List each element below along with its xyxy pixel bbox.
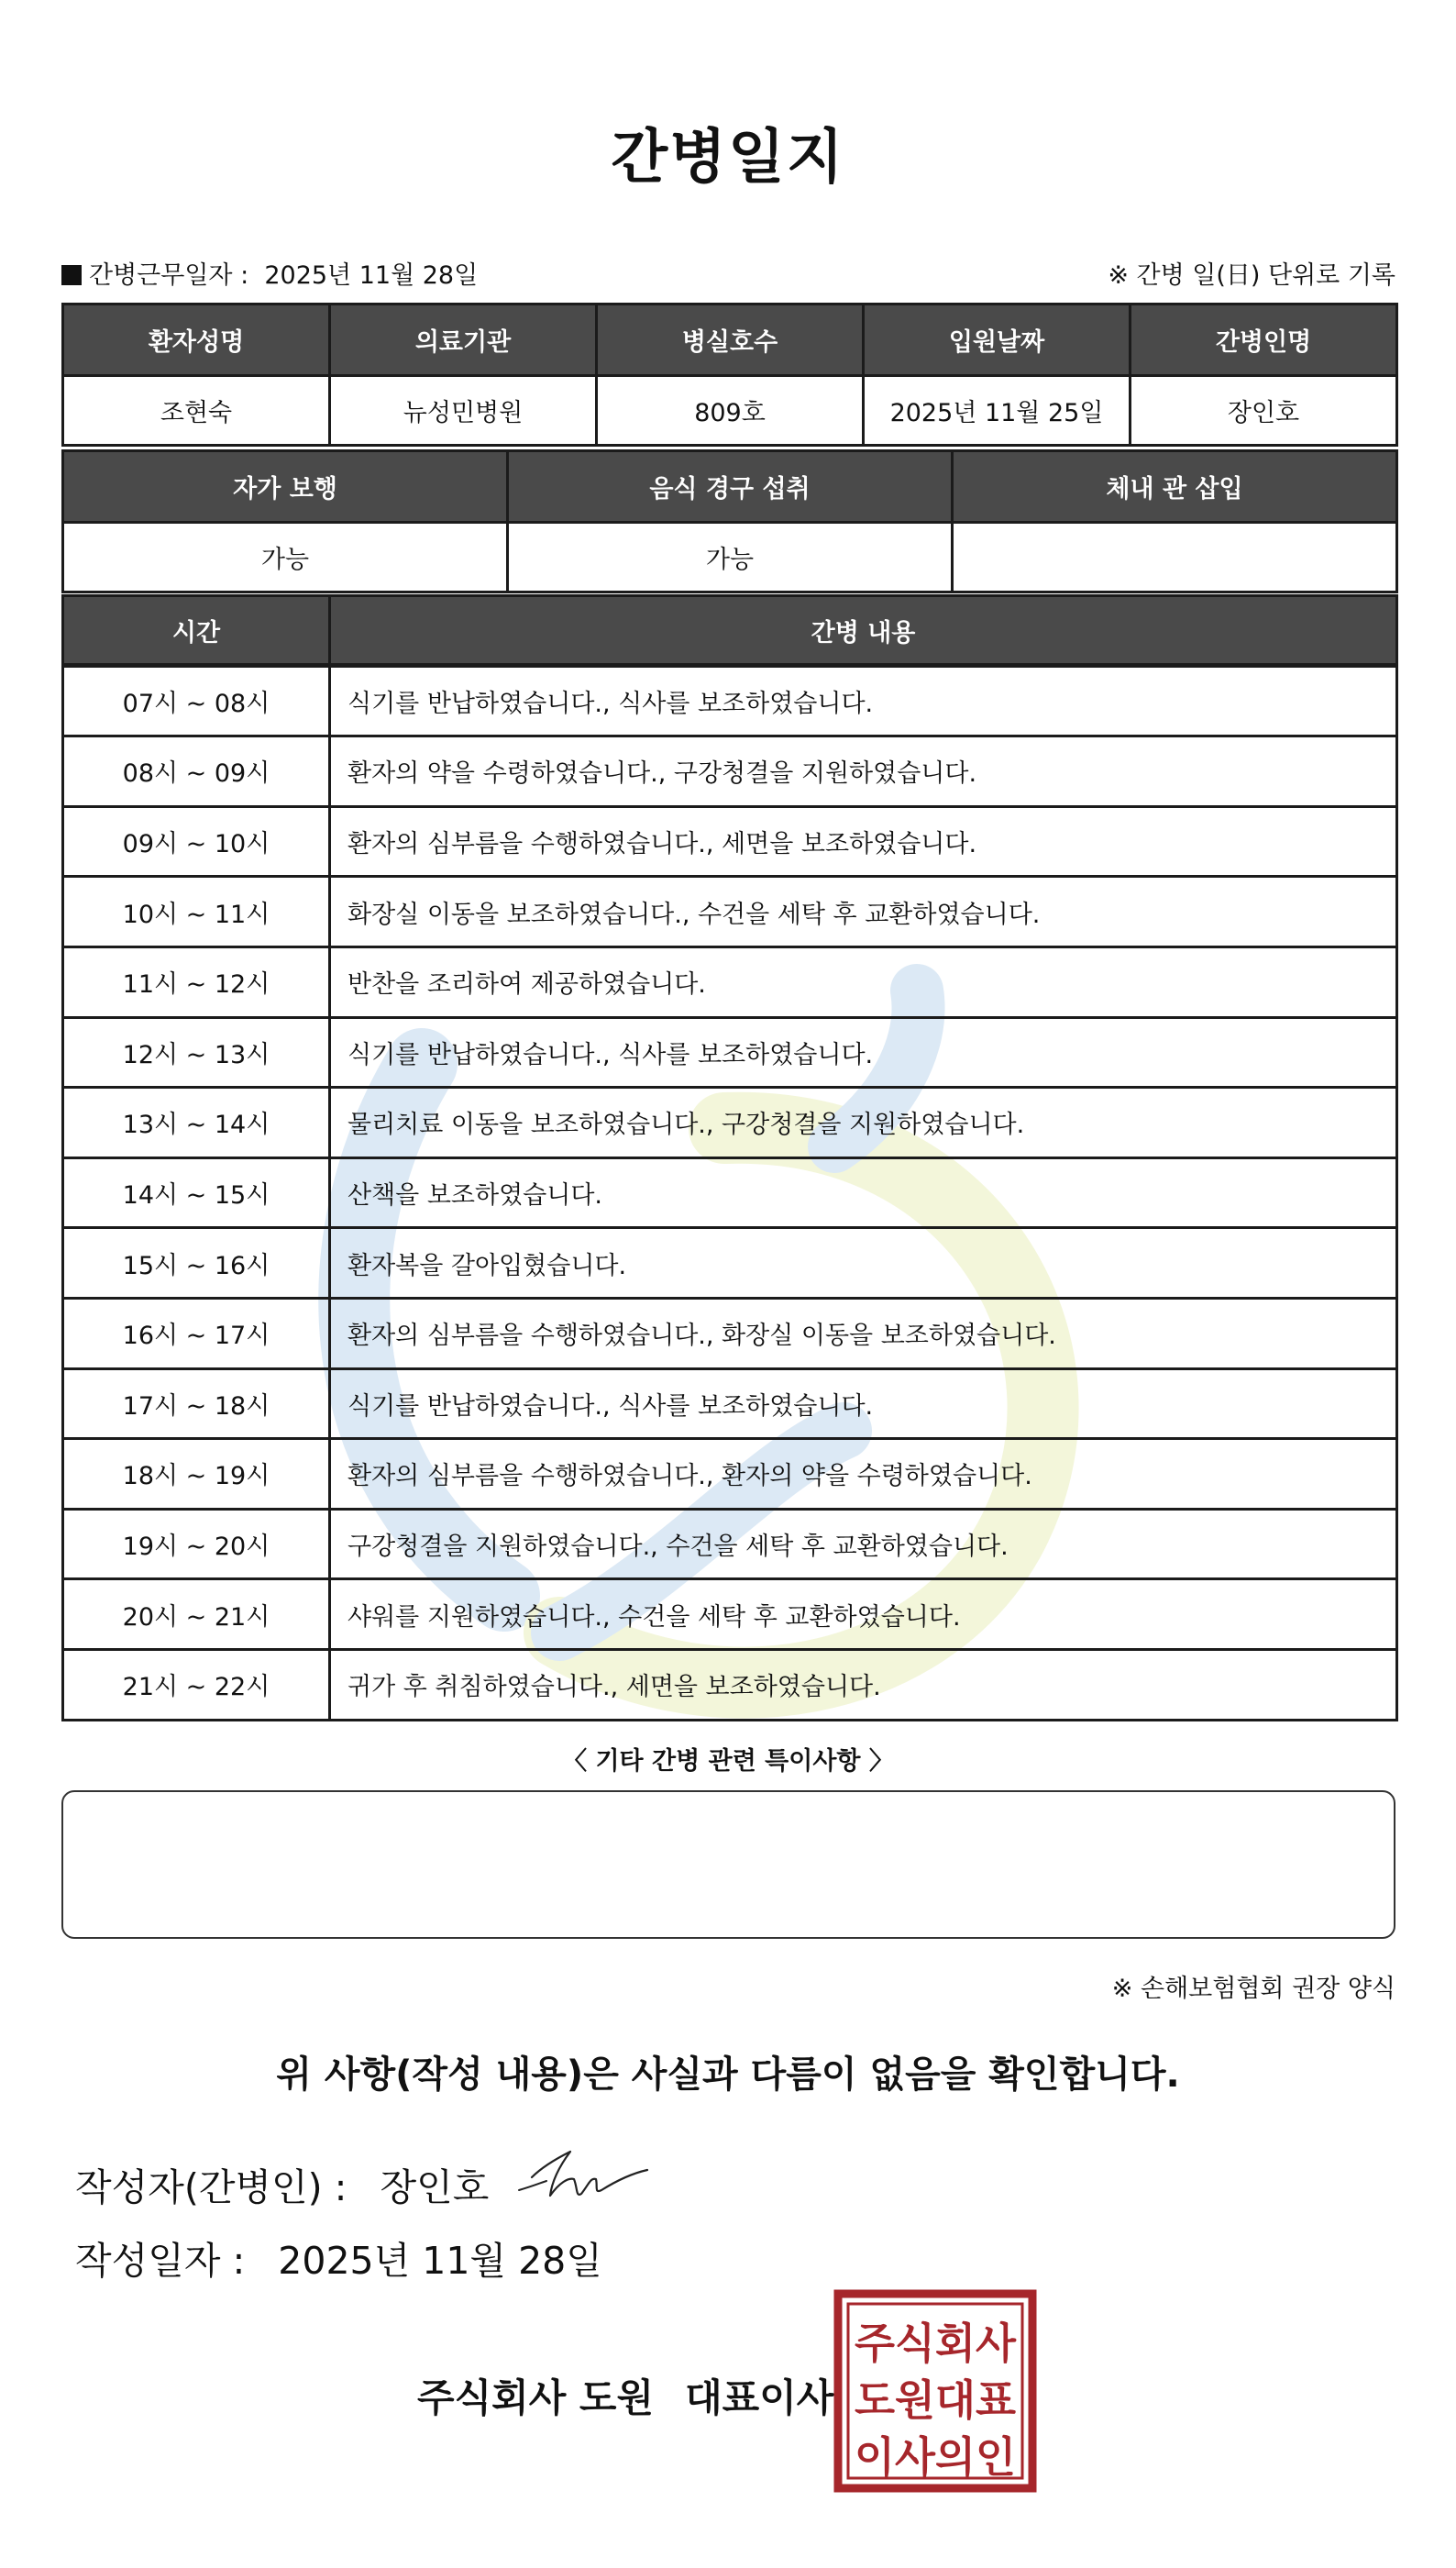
log-content: 귀가 후 취침하였습니다., 세면을 보조하였습니다. bbox=[328, 1648, 1398, 1721]
author-label: 작성자(간병인) : bbox=[75, 2165, 347, 2209]
log-time: 11시 ~ 12시 bbox=[61, 946, 331, 1019]
meta-row bbox=[61, 255, 1395, 288]
log-time: 18시 ~ 19시 bbox=[61, 1437, 331, 1511]
log-time: 20시 ~ 21시 bbox=[61, 1577, 331, 1651]
header-hospital: 의료기관 bbox=[328, 303, 598, 377]
work-date bbox=[61, 255, 478, 291]
seal-text-line: 이사의인 bbox=[855, 2432, 1016, 2482]
log-content: 반찬을 조리하여 제공하였습니다. bbox=[328, 946, 1398, 1019]
log-time: 08시 ~ 09시 bbox=[61, 735, 331, 808]
log-content: 샤워를 지원하였습니다., 수건을 세탁 후 교환하였습니다. bbox=[328, 1577, 1398, 1651]
header-tube-insertion: 체내 관 삽입 bbox=[951, 449, 1398, 524]
log-time: 21시 ~ 22시 bbox=[61, 1648, 331, 1721]
seal-text-line: 주식회사 bbox=[855, 2319, 1017, 2368]
header-self-walking: 자가 보행 bbox=[61, 449, 509, 524]
patient-name: 조현숙 bbox=[61, 374, 331, 447]
log-content: 환자의 심부름을 수행하였습니다., 화장실 이동을 보조하였습니다. bbox=[328, 1297, 1398, 1370]
square-bullet-icon bbox=[61, 265, 82, 285]
header-room: 병실호수 bbox=[595, 303, 865, 377]
log-time: 12시 ~ 13시 bbox=[61, 1016, 331, 1090]
author-name: 장인호 bbox=[380, 2165, 490, 2209]
oral-intake: 가능 bbox=[506, 521, 954, 593]
log-time: 09시 ~ 10시 bbox=[61, 805, 331, 879]
company-title: 대표이사 bbox=[685, 2375, 834, 2420]
header-care-content: 간병 내용 bbox=[328, 594, 1398, 666]
header-time: 시간 bbox=[61, 594, 331, 666]
log-time: 19시 ~ 20시 bbox=[61, 1508, 331, 1581]
log-content: 환자복을 갈아입혔습니다. bbox=[328, 1226, 1398, 1300]
log-time: 07시 ~ 08시 bbox=[61, 665, 331, 738]
log-content: 환자의 약을 수령하였습니다., 구강청결을 지원하였습니다. bbox=[328, 735, 1398, 808]
caregiver-name: 장인호 bbox=[1129, 374, 1398, 447]
self-walking: 가능 bbox=[61, 521, 509, 593]
header-patient-name: 환자성명 bbox=[61, 303, 331, 377]
author-row bbox=[75, 2157, 489, 2211]
care-log-table bbox=[61, 594, 1395, 1719]
log-content: 환자의 심부름을 수행하였습니다., 환자의 약을 수령하였습니다. bbox=[328, 1437, 1398, 1511]
room-number: 809호 bbox=[595, 374, 865, 447]
author-date: 2025년 11월 28일 bbox=[278, 2239, 602, 2283]
company-seal-stamp bbox=[833, 2288, 1038, 2494]
log-content: 산책을 보조하였습니다. bbox=[328, 1157, 1398, 1230]
log-content: 식기를 반납하였습니다., 식사를 보조하였습니다. bbox=[328, 1367, 1398, 1441]
record-note: ※ 간병 일(日) 단위로 기록 bbox=[1108, 261, 1395, 290]
form-note: ※ 손해보험협회 권장 양식 bbox=[1111, 1975, 1395, 2003]
company-name: 주식회사 도원 bbox=[417, 2375, 655, 2420]
log-time: 16시 ~ 17시 bbox=[61, 1297, 331, 1370]
seal-text-line: 도원대표 bbox=[855, 2375, 1017, 2425]
log-content: 식기를 반납하였습니다., 식사를 보조하였습니다. bbox=[328, 1016, 1398, 1090]
log-content: 구강청결을 지원하였습니다., 수건을 세탁 후 교환하였습니다. bbox=[328, 1508, 1398, 1581]
header-oral-intake: 음식 경구 섭취 bbox=[506, 449, 954, 524]
work-date-value: 2025년 11월 28일 bbox=[264, 261, 479, 290]
log-time: 13시 ~ 14시 bbox=[61, 1086, 331, 1159]
admission-date: 2025년 11월 25일 bbox=[862, 374, 1131, 447]
confirmation-statement: 위 사항(작성 내용)은 사실과 다름이 없음을 확인합니다. bbox=[276, 2053, 1180, 2096]
header-admission-date: 입원날짜 bbox=[862, 303, 1131, 377]
patient-info-table bbox=[61, 303, 1395, 444]
date-row bbox=[75, 2230, 602, 2285]
document-title: 간병일지 bbox=[611, 124, 845, 192]
date-label: 작성일자 : bbox=[75, 2239, 246, 2283]
log-content: 식기를 반납하였습니다., 식사를 보조하였습니다. bbox=[328, 665, 1398, 738]
handwritten-signature bbox=[513, 2137, 651, 2210]
log-time: 14시 ~ 15시 bbox=[61, 1157, 331, 1230]
log-content: 물리치료 이동을 보조하였습니다., 구강청결을 지원하였습니다. bbox=[328, 1086, 1398, 1159]
work-date-label: 간병근무일자 : bbox=[89, 261, 249, 290]
company-signature bbox=[417, 2368, 833, 2423]
log-time: 17시 ~ 18시 bbox=[61, 1367, 331, 1441]
header-caregiver: 간병인명 bbox=[1129, 303, 1398, 377]
remarks-box bbox=[61, 1790, 1395, 1939]
log-content: 화장실 이동을 보조하였습니다., 수건을 세탁 후 교환하였습니다. bbox=[328, 875, 1398, 948]
log-time: 15시 ~ 16시 bbox=[61, 1226, 331, 1300]
log-time: 10시 ~ 11시 bbox=[61, 875, 331, 948]
log-content: 환자의 심부름을 수행하였습니다., 세면을 보조하였습니다. bbox=[328, 805, 1398, 879]
condition-table bbox=[61, 449, 1395, 591]
tube-insertion bbox=[951, 521, 1398, 593]
hospital: 뉴성민병원 bbox=[328, 374, 598, 447]
remarks-title: 〈 기타 간병 관련 특이사항 〉 bbox=[562, 1747, 894, 1776]
